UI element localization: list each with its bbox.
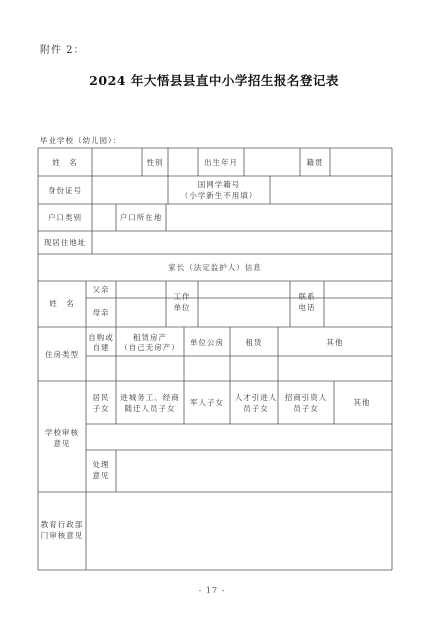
native-place-label: 籍贯 <box>306 158 324 167</box>
category-investment-1: 招商引资人 <box>284 393 328 402</box>
mother-label: 母亲 <box>92 308 110 317</box>
student-number-note: （小学新生不用填） <box>180 191 258 200</box>
current-address-label: 现居住地址 <box>43 238 87 247</box>
work-unit-label-2: 单位 <box>173 303 191 312</box>
housing-borrow: 租赁 <box>245 338 263 347</box>
edu-review-label-1: 教育行政部 <box>40 520 84 529</box>
housing-other: 其他 <box>326 338 344 347</box>
birth-label: 出生年月 <box>204 158 238 167</box>
category-migrant-2: 随迁人员子女 <box>124 404 176 413</box>
handling-opinion-1: 处理 <box>92 460 110 469</box>
gender-label: 性别 <box>146 158 164 167</box>
category-resident-2: 子女 <box>92 404 110 413</box>
page-number: - 17 - <box>198 586 226 595</box>
guardian-name-label: 姓 名 <box>49 299 75 308</box>
school-review-label-2: 意见 <box>53 439 71 448</box>
household-location-label: 户口所在地 <box>119 213 163 222</box>
father-label: 父亲 <box>92 285 110 294</box>
guardian-section-title: 家长（法定监护人）信息 <box>168 263 262 272</box>
phone-label-1: 联系 <box>298 292 316 301</box>
phone-label-2: 电话 <box>298 303 316 312</box>
student-number-label: 国网学籍号 <box>197 180 241 189</box>
category-other: 其他 <box>353 398 371 407</box>
edu-review-label-2: 门审核意见 <box>40 531 84 540</box>
category-talent-1: 人才引进人 <box>234 393 278 402</box>
housing-type-label: 住房类型 <box>45 350 79 359</box>
school-label: 毕业学校（幼儿园）： <box>40 136 122 145</box>
category-resident-1: 居民 <box>92 393 110 402</box>
housing-rent-2: （自己无房产） <box>120 343 180 352</box>
housing-self-1: 自购或 <box>88 333 114 342</box>
id-number-label: 身份证号 <box>48 186 82 195</box>
housing-self-2: 自建 <box>92 343 110 352</box>
category-talent-2: 员子女 <box>243 404 269 413</box>
category-migrant-1: 进城务工、经商 <box>120 393 180 402</box>
category-investment-2: 员子女 <box>293 404 319 413</box>
school-review-label-1: 学校审核 <box>45 428 79 437</box>
category-military: 军人子女 <box>190 398 224 407</box>
household-type-label: 户口类别 <box>48 213 82 222</box>
work-unit-label-1: 工作 <box>173 292 191 301</box>
housing-unit: 单位公房 <box>190 338 224 347</box>
name-label: 姓 名 <box>52 158 78 167</box>
handling-opinion-2: 意见 <box>92 471 110 480</box>
attachment-label: 附件 2： <box>40 45 85 56</box>
form-title: 2024 年大悟县县直中小学招生报名登记表 <box>89 73 339 88</box>
housing-rent-1: 租赁房产 <box>133 333 167 342</box>
